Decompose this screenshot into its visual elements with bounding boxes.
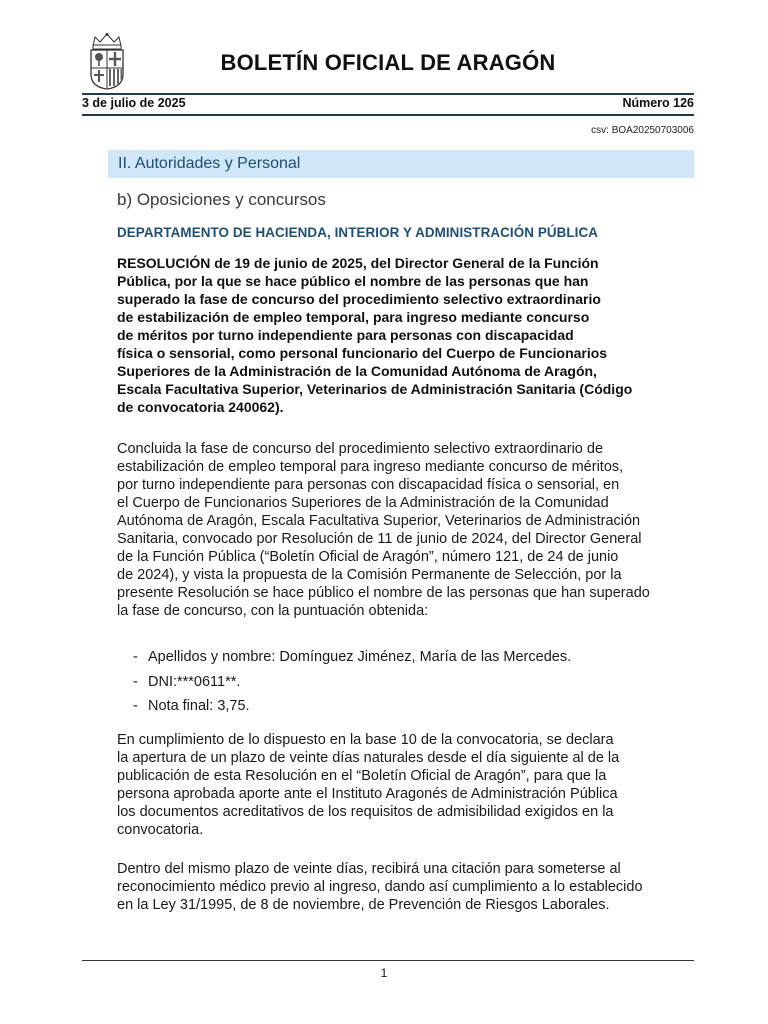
- text-line: el Cuerpo de Funcionarios Superiores de la Administración de la Comunidad: [117, 495, 609, 511]
- header: [82, 30, 694, 90]
- resolution-title: [117, 254, 697, 416]
- text-line: presente Resolución se hace público el nombre de las personas que han superado: [117, 585, 650, 601]
- text-line: reconocimiento médico previo al ingreso, dando así cumplimiento a lo establecido: [117, 879, 643, 895]
- csv-code: csv: BOA20250703006: [591, 125, 694, 136]
- bulletin-title: BOLETÍN OFICIAL DE ARAGÓN: [220, 50, 556, 75]
- list-item-text: DNI:***0611**.: [148, 673, 241, 690]
- text-line: los documentos acreditativos de los requisitos de admisibilidad exigidos en la: [117, 804, 614, 820]
- result-list: [133, 645, 571, 719]
- issue-number: Número 126: [622, 96, 694, 110]
- list-bullet: -: [133, 673, 138, 690]
- header-rule-bottom: [82, 114, 694, 116]
- text-line: en la Ley 31/1995, de 8 de noviembre, de Prevención de Riesgos Laborales.: [117, 897, 610, 913]
- text-line: RESOLUCIÓN de 19 de junio de 2025, del Director General de la Función: [117, 255, 599, 271]
- text-line: Concluida la fase de concurso del procedimiento selectivo extraordinario de: [117, 441, 604, 457]
- text-line: estabilización de empleo temporal para ingreso mediante concurso de méritos,: [117, 459, 624, 475]
- text-line: Escala Facultativa Superior, Veterinarios de Administración Sanitaria (Código: [117, 381, 633, 397]
- body-paragraph-3: [117, 860, 697, 914]
- text-line: por turno independiente para personas con discapacidad física o sensorial, en: [117, 477, 620, 493]
- publication-date: 3 de julio de 2025: [82, 96, 186, 110]
- list-item: [133, 694, 571, 719]
- text-line: de la Función Pública (“Boletín Oficial de Aragón”, número 121, de 24 de junio: [117, 549, 619, 565]
- text-line: de estabilización de empleo temporal, para ingreso mediante concurso: [117, 309, 590, 325]
- department-heading: DEPARTAMENTO DE HACIENDA, INTERIOR Y ADMINISTRACIÓN PÚBLICA: [117, 225, 599, 240]
- text-line: la apertura de un plazo de veinte días naturales desde el día siguiente al de la: [117, 750, 620, 766]
- text-line: persona aprobada aporte ante el Instituto Aragonés de Administración Pública: [117, 786, 618, 802]
- list-item-text: Apellidos y nombre: Domínguez Jiménez, María de las Mercedes.: [148, 649, 572, 665]
- list-bullet: -: [133, 649, 138, 665]
- list-item: [133, 645, 571, 670]
- text-line: superado la fase de concurso del procedimiento selectivo extraordinario: [117, 291, 601, 307]
- subsection-heading: b) Oposiciones y concursos: [117, 190, 326, 209]
- text-line: Autónoma de Aragón, Escala Facultativa Superior, Veterinarios de Administración: [117, 513, 641, 529]
- list-item: [133, 670, 571, 695]
- text-line: publicación de esta Resolución en el “Boletín Oficial de Aragón”, para que la: [117, 768, 607, 784]
- text-line: En cumplimiento de lo dispuesto en la base 10 de la convocatoria, se declara: [117, 732, 614, 748]
- footer-rule: [82, 960, 694, 961]
- body-paragraph-2: [117, 731, 697, 839]
- list-item-text: Nota final: 3,75.: [148, 698, 250, 714]
- text-line: de convocatoria 240062).: [117, 399, 284, 415]
- text-line: Superiores de la Administración de la Comunidad Autónoma de Aragón,: [117, 363, 597, 379]
- text-line: física o sensorial, como personal funcionario del Cuerpo de Funcionarios: [117, 345, 608, 361]
- page-number: 1: [380, 966, 388, 980]
- text-line: Dentro del mismo plazo de veinte días, recibirá una citación para someterse al: [117, 861, 621, 877]
- header-rule-top: [82, 93, 694, 95]
- text-line: convocatoria.: [117, 822, 204, 838]
- section-heading: II. Autoridades y Personal: [108, 150, 694, 178]
- text-line: de 2024), y vista la propuesta de la Comisión Permanente de Selección, por la: [117, 567, 622, 583]
- text-line: de méritos por turno independiente para personas con discapacidad: [117, 327, 574, 343]
- body-paragraph-1: [117, 440, 697, 620]
- text-line: Pública, por la que se hace público el nombre de las personas que han: [117, 273, 589, 289]
- text-line: Sanitaria, convocado por Resolución de 11 de junio de 2024, del Director General: [117, 531, 642, 547]
- text-line: la fase de concurso, con la puntuación obtenida:: [117, 603, 429, 619]
- list-bullet: -: [133, 698, 138, 714]
